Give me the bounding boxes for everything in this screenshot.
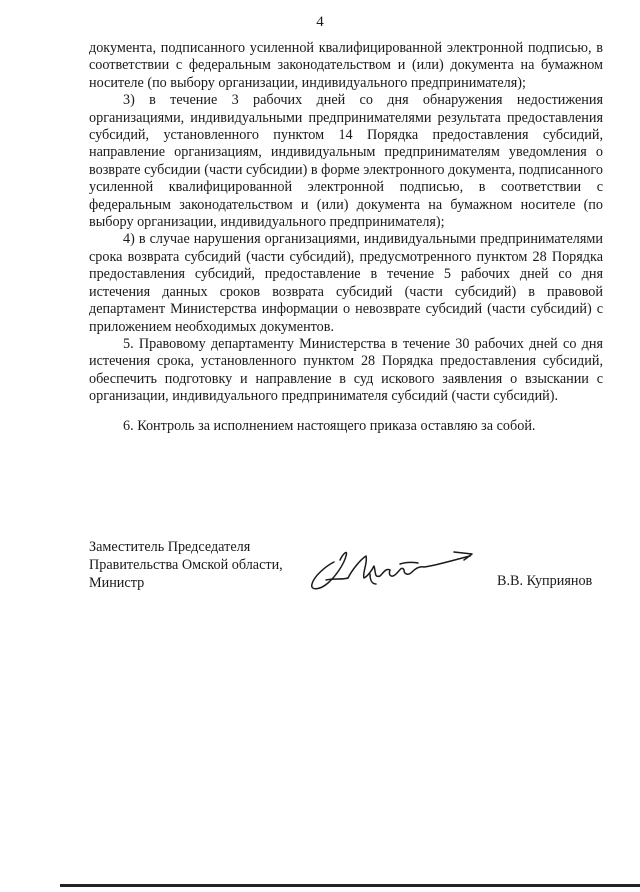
handwritten-signature <box>304 540 476 596</box>
paragraph-item-4: 4) в случае нарушения организациями, индивидуальными предпринимателями срока возврата субсидий (части субсидий), предусмотренного пунктом 28 Порядка предоставления субсидий, предоставление в течение 5 рабочих дней со дня истечения данных сроков возврата субсидий (части субсидий) в правовой департамент Министерства информации о невозврате субсидий (части субсидий) с приложением необходимых документов. <box>89 231 603 335</box>
paragraph-item-5: 5. Правовому департаменту Министерства в течение 30 рабочих дней со дня истечения срока, установленного пунктом 28 Порядка предоставления субсидий, обеспечить подготовку и направление в суд искового заявления о взыскании с организации, индивидуального предпринимателя субсидий (части субсидий). <box>89 335 603 405</box>
paragraph-item-3: 3) в течение 3 рабочих дней со дня обнаружения недостижения организациями, индивидуальными предпринимателями результата предоставления субсидий, установленного пунктом 14 Порядка предоставления субсидий, направление организациям, индивидуальным предпринимателям уведомления о возврате субсидии (части субсидии) в форме электронного документа, подписанного усиленной квалифицированной электронной подписью, в соответствии с федеральным законодательством и (или) документа на бумажном носителе (по выбору организации, индивидуального предпринимателя); <box>89 92 603 231</box>
position-line: Заместитель Председателя <box>89 539 251 555</box>
signatory-name: В.В. Куприянов <box>497 573 593 589</box>
paragraph-item-6: 6. Контроль за исполнением настоящего приказа оставляю за собой. <box>123 417 536 434</box>
page-number: 4 <box>316 14 324 30</box>
document-body <box>89 40 603 435</box>
signatory-position <box>89 539 283 592</box>
paragraph-continuation: документа, подписанного усиленной квалифицированной электронной подписью, в соответствии с федеральным законодательством и (или) документа на бумажном носителе (по выбору организации, индивидуального предпринимателя); <box>89 40 603 91</box>
position-line: Правительства Омской области, <box>89 556 283 573</box>
page-edge-line <box>60 884 640 887</box>
position-line: Министр <box>89 574 145 591</box>
